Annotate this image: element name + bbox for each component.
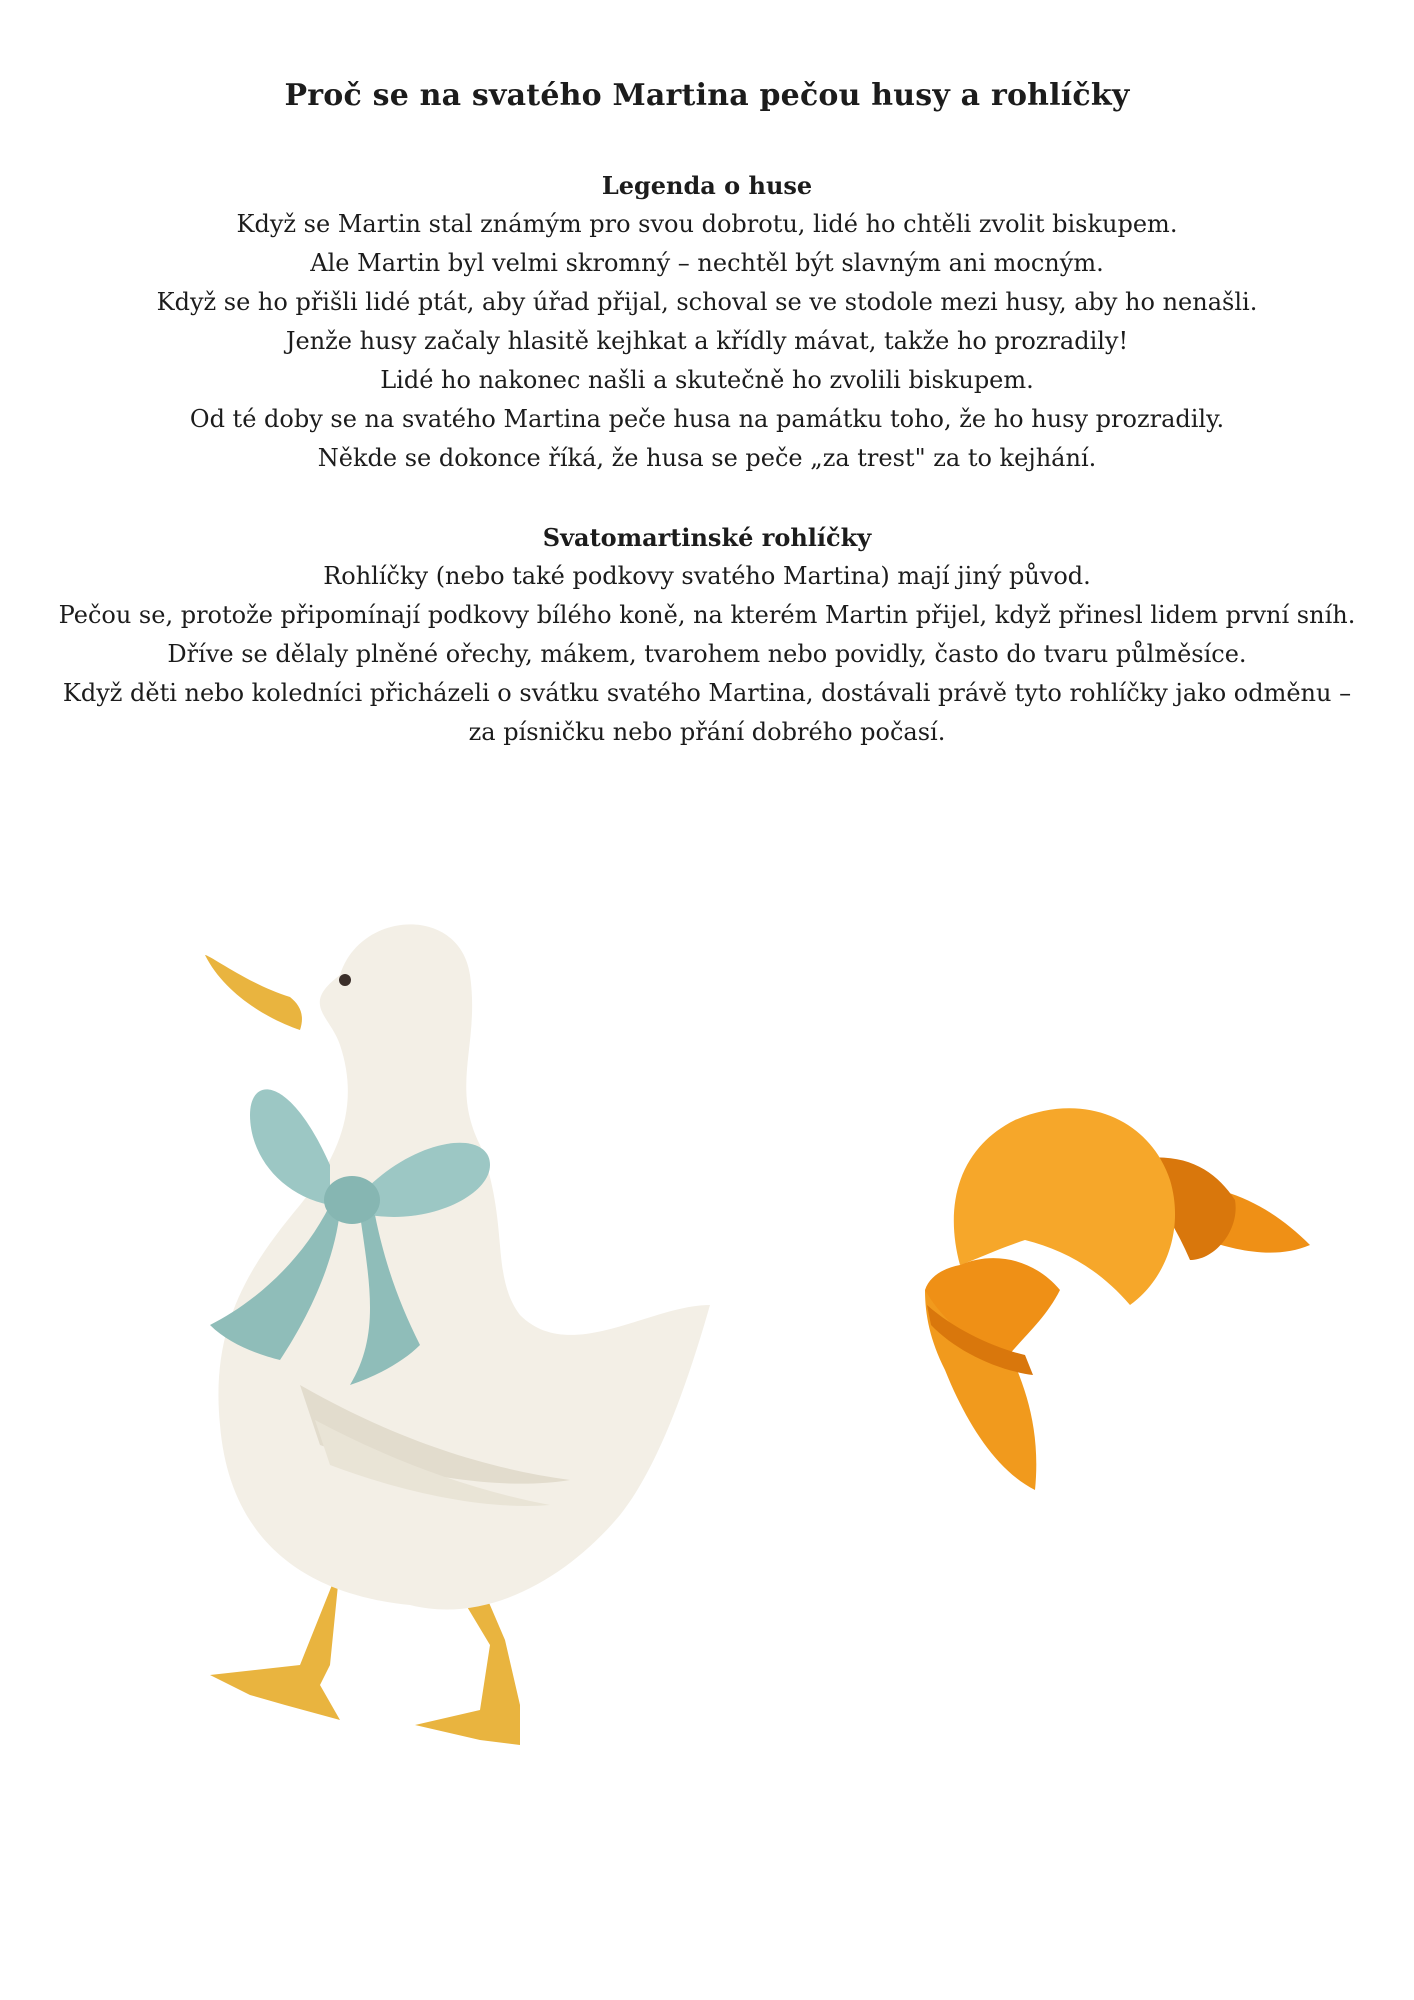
text-line: Když se ho přišli lidé ptát, aby úřad přijal, schoval se ve stodole mezi husy, aby ho nenašli. (156, 288, 1258, 316)
text-line: Když se Martin stal známým pro svou dobrotu, lidé ho chtěli zvolit biskupem. (236, 210, 1178, 238)
text-line: Pečou se, protože připomínají podkovy bílého koně, na kterém Martin přijel, když přinesl lidem první sníh. (58, 601, 1356, 629)
text-line: Od té doby se na svatého Martina peče husa na památku toho, že ho husy prozradily. (189, 405, 1225, 433)
section-heading-croissants: Svatomartinské rohlíčky (542, 523, 872, 552)
goose-left-foot (210, 1565, 340, 1720)
croissant-illustration (915, 1090, 1310, 1495)
text-line: Když děti nebo koledníci přicházeli o svátku svatého Martina, dostávali právě tyto rohlíčky jako odměnu – (62, 679, 1352, 707)
text-line: Dříve se dělaly plněné ořechy, mákem, tvarohem nebo povidly, často do tvaru půlměsíce. (167, 640, 1247, 668)
text-line: Rohlíčky (nebo také podkovy svatého Martina) mají jiný původ. (323, 562, 1091, 590)
goose-illustration (190, 905, 720, 1785)
goose-eye (339, 974, 351, 986)
goose-beak (205, 955, 302, 1030)
croissant-text (40, 557, 1374, 752)
text-line: Jenže husy začaly hlasitě kejhkat a křídly mávat, takže ho prozradily! (285, 327, 1129, 355)
ribbon-knot (324, 1176, 380, 1224)
text-line: Ale Martin byl velmi skromný – nechtěl být slavným ani mocným. (310, 249, 1104, 277)
goose-legend-section (40, 166, 1374, 478)
text-line: za písničku nebo přání dobrého počasí. (468, 718, 946, 746)
text-line: Někde se dokonce říká, že husa se peče „za trest" za to kejhání. (317, 444, 1097, 472)
ribbon-left-loop (250, 1089, 330, 1205)
croissant-section (40, 518, 1374, 752)
section-heading-goose-legend: Legenda o huse (601, 171, 813, 200)
page-title: Proč se na svatého Martina pečou husy a rohlíčky (284, 78, 1130, 113)
goose-legend-text (40, 205, 1374, 478)
text-line: Lidé ho nakonec našli a skutečně ho zvolili biskupem. (380, 366, 1034, 394)
